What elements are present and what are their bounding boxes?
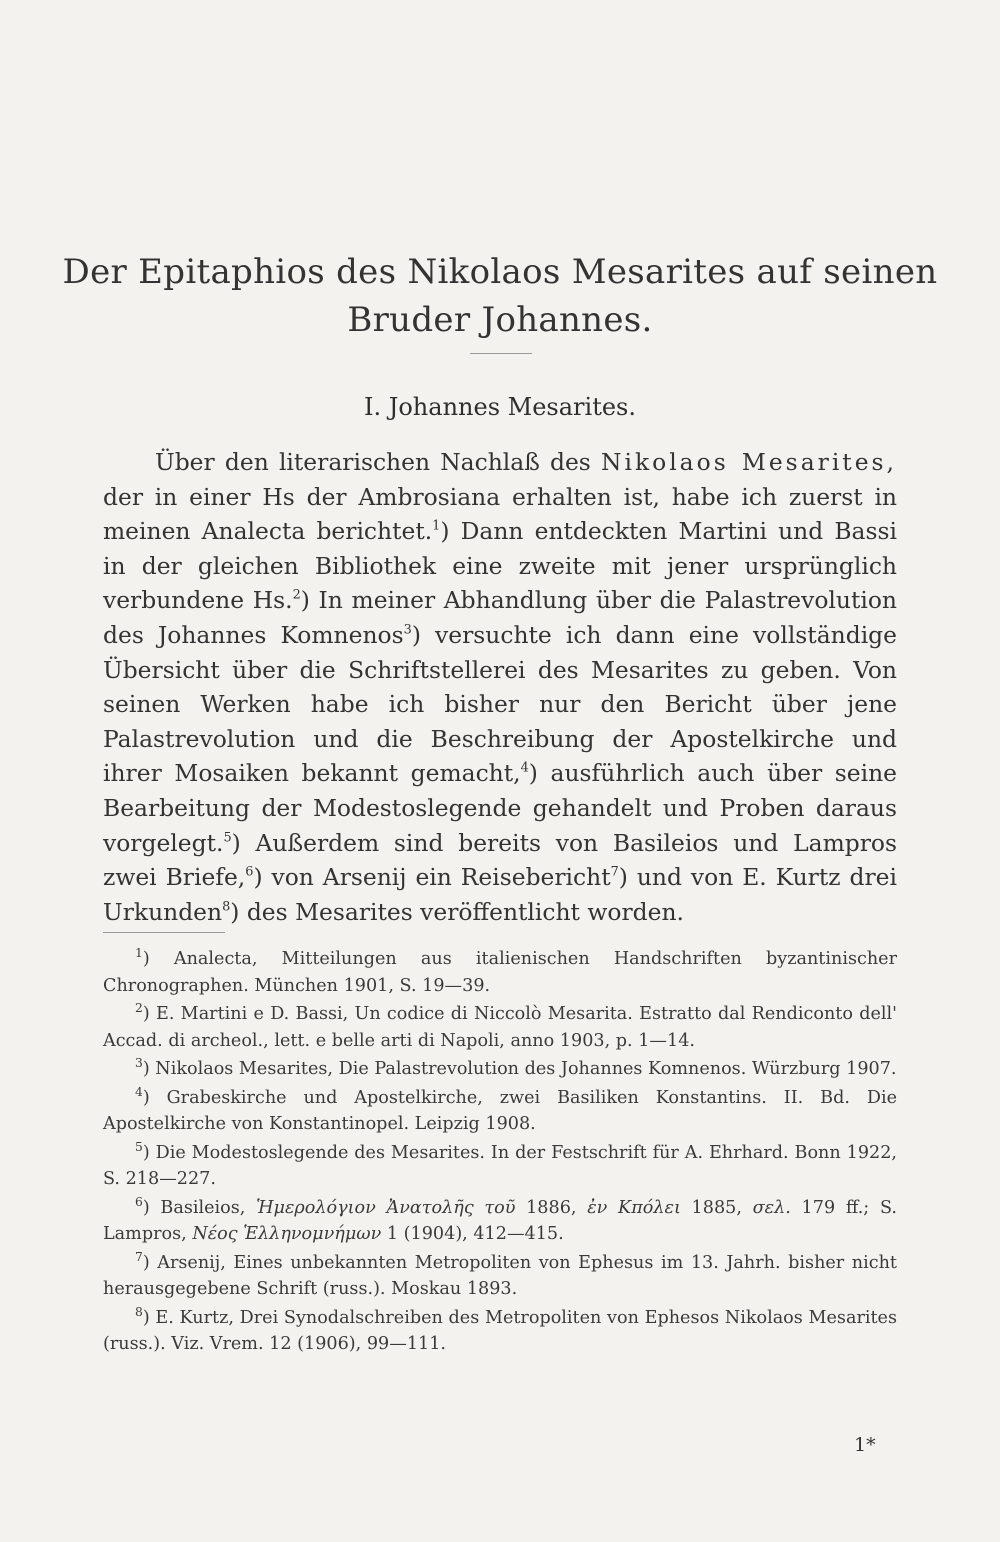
footnote-text: ) Nikolaos Mesarites, Die Palastrevolution des Johannes Komnenos. Würzburg 1907. [142, 1059, 897, 1079]
body-run: ) versuchte ich dann eine vollständige Übersicht über die Schriftstellerei des Mesarites zu geben. Von seinen Werken habe ich bisher nur den Bericht über jene Palastrevolution und die Beschreibung der Apostelkirche und ihrer Mosaiken bekannt gemacht, [103, 620, 897, 788]
footnote-text: 1886, [515, 1197, 588, 1218]
greek-title: Νέος Ἑλληνομνήμων [192, 1224, 382, 1244]
footnote-text: 179 ff.; S. Lampros, [103, 1197, 897, 1244]
footnote-text: ) Grabeskirche und Apostelkirche, zwei Basiliken Konstantins. II. Bd. Die Apostelkirche von Konstantinopel. Leipzig 1908. [103, 1087, 897, 1134]
footnote-ref: 6 [245, 864, 254, 880]
footnote-ref: 7 [610, 864, 619, 880]
body-run: ) von Arsenij ein Reisebericht [253, 863, 611, 892]
footnote-6 [103, 1195, 897, 1248]
greek-title: Ἡμερολόγιον Ἀνατολῆς τοῦ [256, 1197, 516, 1218]
footnote-8 [103, 1305, 897, 1358]
body-run: ) und von E. Kurtz drei Urkunden [103, 863, 897, 926]
title-line-1: Der Epitaphios des Nikolaos Mesarites auf seinen [62, 252, 938, 292]
footnote-3 [103, 1056, 897, 1083]
footnote-1 [103, 946, 897, 999]
footnote-number: 2 [135, 1001, 143, 1016]
body-run: ) Dann entdeckten Martini und Bassi in der gleichen Bibliothek eine zweite mit jener ursprünglich verbundene Hs. [103, 517, 897, 615]
body-run: ) In meiner Abhandlung über die Palastrevolution des Johannes Komnenos [103, 586, 898, 649]
footnote-5 [103, 1140, 897, 1193]
footnote-number: 3 [135, 1056, 143, 1071]
footnote-ref: 4 [520, 760, 529, 776]
body-run: der in einer Hs der Ambrosiana erhalten ist, habe ich zuerst in meinen Analecta berichtet. [103, 482, 897, 546]
body-paragraph [103, 445, 897, 929]
footnote-ref: 1 [432, 518, 441, 534]
footnote-number: 4 [135, 1084, 143, 1099]
footnote-number: 1 [135, 946, 143, 961]
signature-mark: 1* [854, 1434, 876, 1456]
footnote-ref: 3 [403, 622, 412, 638]
footnote-text: ) Analecta, Mitteilungen aus italienischen Handschriften byzantinischer Chronographen. München 1901, S. 19—39. [103, 949, 897, 996]
title-line-2: Bruder Johannes. [347, 300, 653, 340]
footnote-number: 5 [135, 1139, 143, 1154]
article-title [60, 248, 940, 344]
footnote-ref: 2 [292, 587, 301, 603]
footnote-ref: 5 [223, 829, 232, 845]
footnote-2 [103, 1001, 897, 1054]
section-heading: I. Johannes Mesarites. [364, 393, 636, 421]
title-divider [470, 353, 532, 354]
footnote-number: 8 [135, 1304, 143, 1319]
footnote-number: 7 [135, 1249, 143, 1264]
footnote-4 [103, 1085, 897, 1138]
greek-text: ἐν Κπόλει [587, 1197, 681, 1218]
footnotes [103, 946, 897, 1360]
footnote-text: 1885, [680, 1197, 753, 1218]
footnote-ref: 8 [222, 899, 231, 915]
footnote-number: 6 [135, 1194, 143, 1209]
spaced-name: Nikolaos Mesarites, [601, 448, 897, 476]
footnote-7 [103, 1250, 897, 1303]
footnote-text: ) E. Martini e D. Bassi, Un codice di Niccolò Mesarita. Estratto dal Rendiconto dell' Accad. di archeol., lett. e belle arti di Napoli, anno 1903, p. 1—14. [103, 1004, 897, 1051]
footnote-text: ) Die Modestoslegende des Mesarites. In der Festschrift für A. Ehrhard. Bonn 1922, S. 218—227. [103, 1142, 897, 1189]
body-run: Über den literarischen Nachlaß des [155, 448, 601, 476]
footnote-text: 1 (1904), 412—415. [381, 1224, 564, 1244]
footnote-divider [103, 932, 225, 933]
footnote-text: ) E. Kurtz, Drei Synodalschreiben des Metropoliten von Ephesos Nikolaos Mesarites (russ.). Viz. Vrem. 12 (1906), 99—111. [103, 1307, 897, 1354]
body-text [103, 445, 897, 929]
footnote-text: ) Basileios, [142, 1197, 257, 1218]
footnote-text: ) Arsenij, Eines unbekannten Metropoliten von Ephesus im 13. Jahrh. bisher nicht herausgegebene Schrift (russ.). Moskau 1893. [103, 1252, 897, 1299]
body-run: ) des Mesarites veröffentlicht worden. [230, 897, 684, 926]
greek-text: σελ. [752, 1197, 791, 1218]
body-run: ) ausführlich auch über seine Bearbeitung der Modestoslegende gehandelt und Proben daraus vorgelegt. [103, 759, 897, 857]
body-run: ) Außerdem sind bereits von Basileios und Lampros zwei Briefe, [103, 828, 897, 892]
